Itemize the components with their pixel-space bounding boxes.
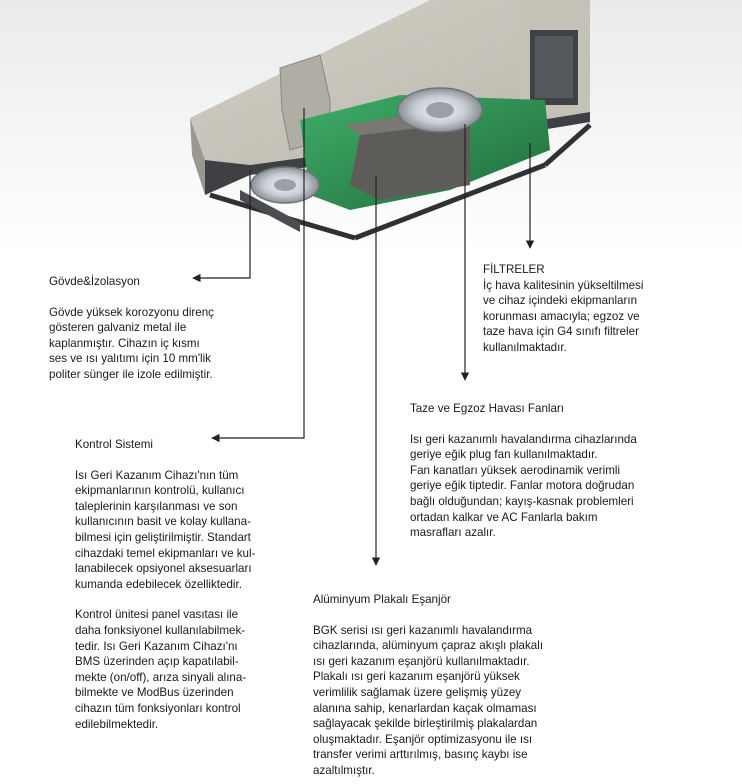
section-heading: Kontrol Sistemi <box>75 438 153 451</box>
section-filtreler <box>483 262 683 356</box>
section-esanjor <box>313 592 593 779</box>
section-body: Isı Geri Kazanım Cihazı'nın tüm ekipmanlarının kontrolü, kullanıcı taleplerinin karşılanması ve son kullanıcının basit ve kolay kullana- bilmesi için geliştirilmiştir. Standart cihazdaki temel ekipmanları ve kul- lanabilecek opsiyonel aksesuarları kumanda edebilecek özelliktedir. <box>75 468 256 591</box>
section-heading: Alüminyum Plakalı Eşanjör <box>313 593 451 606</box>
section-govde-izolasyon <box>49 274 259 383</box>
section-kontrol-sistemi <box>75 437 295 732</box>
section-body: BGK serisi ısı geri kazanımlı havalandırma cihazlarında, alüminyum çapraz akışlı plakalı ısı geri kazanım eşanjörü kullanılmaktadır. Plakalı ısı geri kazanım eşanjörü yüksek verimlilik sağlamak üzere gelişmiş yüzey alanına sahip, kenarlardan kaçak olmaması sağlayacak şekilde birleştirilmiş plakalardan oluşmaktadır. Eşanjör optimizasyonu ile ısı transfer verimi arttırılmış, basınç kaybı ise azaltılmıştır. <box>313 623 544 777</box>
section-heading: Taze ve Egzoz Havası Fanları <box>410 402 565 415</box>
section-body: Kontrol ünitesi panel vasıtası ile daha fonksiyonel kullanılabilmek- tedir. Isı Geri Kazanım Cihazı'nı BMS üzerinden açıp kapatılabil- mekte (on/off), arıza sinyali alına- bilmekte ve ModBus üzerinden cihazın tüm fonksiyonları kontrol edilebilmektedir. <box>75 608 247 731</box>
section-fanlar <box>410 401 690 541</box>
section-heading: FİLTRELER <box>483 263 545 276</box>
section-body: İç hava kalitesinin yükseltilmesi ve cihaz içindeki ekipmanların korunması amacıyla; egzoz ve taze hava için G4 sınıfı filtreler kullanılmaktadır. <box>483 278 644 354</box>
section-heading: Gövde&İzolasyon <box>49 275 140 288</box>
section-body: Isı geri kazanımlı havalandırma cihazlarında geriye eğik plug fan kullanılmaktadır. Fan kanatları yüksek aerodinamik verimli geriye eğik tiptedir. Fanlar motora doğrudan bağlı olduğundan; kayış-kasnak problemleri ortadan kalkar ve AC Fanlarla bakım masrafları azalır. <box>410 432 637 540</box>
section-body: Gövde yüksek korozyonu direnç gösteren galvaniz metal ile kaplanmıştır. Cihazın iç kısmı ses ve ısı yalıtımı için 10 mm'lik politer sünger ile izole edilmiştir. <box>49 305 214 381</box>
